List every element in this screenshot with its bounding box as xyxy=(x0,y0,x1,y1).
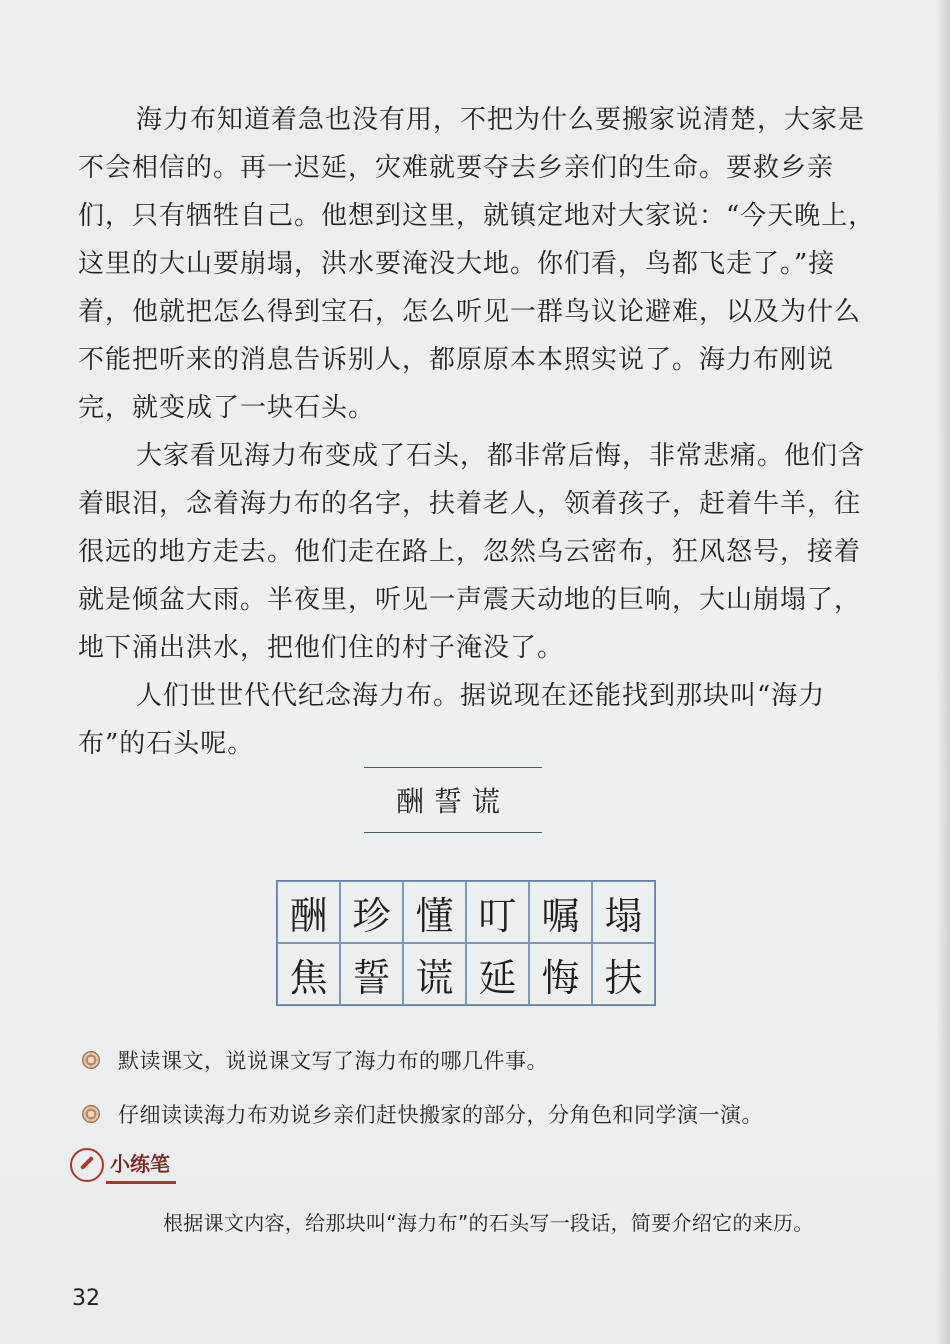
character-cell: 塌 xyxy=(592,881,655,943)
character-cell: 酬 xyxy=(277,881,340,943)
vocab-title: 酬誓谎 xyxy=(395,785,510,818)
paragraph: 海力布知道着急也没有用，不把为什么要搬家说清楚，大家是不会相信的。再一迟延，灾难就要夺去乡亲们的生命。要救乡亲们，只有牺牲自己。他想到这里，就镇定地对大家说：“今天晚上，这里的大山要崩塌，洪水要淹没大地。你们看，鸟都飞走了。”接着，他就把怎么得到宝石，怎么听见一群鸟议论避难，以及为什么不能把听来的消息告诉别人，都原原本本照实说了。海力布刚说完，就变成了一块石头。 xyxy=(78,105,876,423)
character-cell: 叮 xyxy=(466,881,529,943)
practice-tag xyxy=(70,1147,194,1183)
character-cell: 悔 xyxy=(529,943,592,1005)
exercise-item xyxy=(82,1045,548,1075)
exercise-text: 仔细读读海力布劝说乡亲们赶快搬家的部分，分角色和同学演一演。 xyxy=(118,1103,763,1127)
page-number: 32 xyxy=(72,1286,100,1311)
exercise-item xyxy=(82,1099,763,1129)
character-cell: 谎 xyxy=(403,943,466,1005)
practice-label: 小练笔 xyxy=(106,1146,176,1184)
exercise-text: 默读课文，说说课文写了海力布的哪几件事。 xyxy=(118,1049,548,1073)
character-cell: 懂 xyxy=(403,881,466,943)
paragraph: 人们世世代代纪念海力布。据说现在还能找到那块叫“海力布”的石头呢。 xyxy=(78,681,826,759)
character-cell: 扶 xyxy=(592,943,655,1005)
character-cell: 誓 xyxy=(340,943,403,1005)
character-cell: 嘱 xyxy=(529,881,592,943)
character-cell: 延 xyxy=(466,943,529,1005)
practice-text: 根据课文内容，给那块叫“海力布”的石头写一段话，简要介绍它的来历。 xyxy=(163,1211,814,1235)
character-cell: 焦 xyxy=(277,943,340,1005)
character-grid xyxy=(276,880,656,1006)
paragraph: 大家看见海力布变成了石头，都非常后悔，非常悲痛。他们含着眼泪，念着海力布的名字，扶着老人，领着孩子，赶着牛羊，往很远的地方走去。他们走在路上，忽然乌云密布，狂风怒号，接着就是倾盆大雨。半夜里，听见一声震天动地的巨响，大山崩塌了，地下涌出洪水，把他们住的村子淹没了。 xyxy=(78,441,866,663)
pen-circle-icon xyxy=(70,1148,104,1182)
page-gutter-shadow xyxy=(936,0,950,1344)
circle-bullet-icon xyxy=(82,1105,100,1123)
story-text xyxy=(78,96,878,768)
circle-bullet-icon xyxy=(82,1051,100,1069)
character-cell: 珍 xyxy=(340,881,403,943)
vocab-title-box xyxy=(364,767,542,833)
